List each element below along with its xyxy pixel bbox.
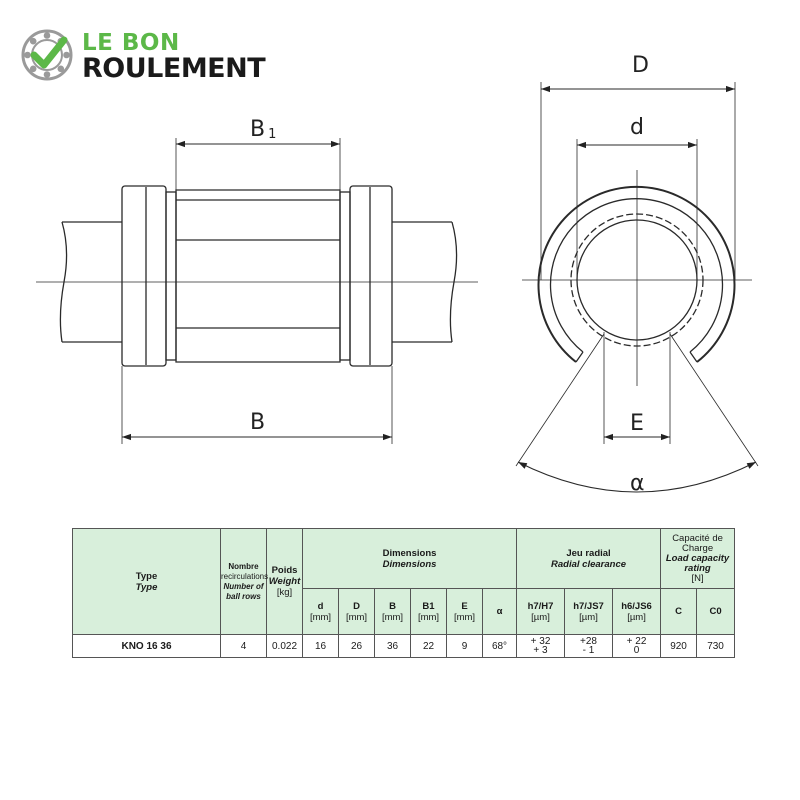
- cell-B1: 22: [411, 635, 447, 658]
- cell-d: 16: [303, 635, 339, 658]
- label-d: d: [630, 115, 644, 140]
- header-radial-clearance: Jeu radial Radial clearance: [517, 529, 661, 589]
- cell-alpha: 68°: [483, 635, 517, 658]
- cell-E: 9: [447, 635, 483, 658]
- cell-C0: 730: [697, 635, 735, 658]
- label-alpha: α: [630, 471, 645, 496]
- header-type: Type Type: [73, 529, 221, 635]
- header-h7JS7: h7/JS7 [µm]: [565, 589, 613, 635]
- flange-right: [350, 186, 392, 366]
- header-E: E [mm]: [447, 589, 483, 635]
- cell-h7H7: + 32 + 3: [517, 635, 565, 658]
- label-b1: B 1: [250, 117, 277, 142]
- brand-line-2: ROULEMENT: [82, 53, 266, 84]
- cell-ball-rows: 4: [221, 635, 267, 658]
- brand-line-1: LE BON: [82, 30, 180, 56]
- cell-h6JS6: + 22 0: [613, 635, 661, 658]
- cell-weight: 0.022: [267, 635, 303, 658]
- flange-left: [122, 186, 166, 366]
- header-C: C: [661, 589, 697, 635]
- header-ball-rows: Nombre recirculations Number of ball rows: [221, 529, 267, 635]
- bushing-body: [176, 190, 340, 362]
- header-B: B [mm]: [375, 589, 411, 635]
- label-b: B: [250, 410, 266, 435]
- cell-B: 36: [375, 635, 411, 658]
- header-dimensions: Dimensions Dimensions: [303, 529, 517, 589]
- header-C0: C0: [697, 589, 735, 635]
- label-D: D: [632, 53, 649, 78]
- header-load-capacity: Capacité de Charge Load capacity rating [N]: [661, 529, 735, 589]
- spec-table: [72, 528, 735, 658]
- header-D: D [mm]: [339, 589, 375, 635]
- header-B1: B1 [mm]: [411, 589, 447, 635]
- cell-type: KNO 16 36: [73, 635, 221, 658]
- table-row: [73, 635, 735, 658]
- side-view: [36, 138, 478, 444]
- header-h7H7: h7/H7 [µm]: [517, 589, 565, 635]
- cell-h7JS7: +28 - 1: [565, 635, 613, 658]
- header-alpha: α: [483, 589, 517, 635]
- header-d: d [mm]: [303, 589, 339, 635]
- header-h6JS6: h6/JS6 [µm]: [613, 589, 661, 635]
- label-E: E: [630, 411, 644, 436]
- header-weight: Poids Weight [kg]: [267, 529, 303, 635]
- cell-C: 920: [661, 635, 697, 658]
- cell-D: 26: [339, 635, 375, 658]
